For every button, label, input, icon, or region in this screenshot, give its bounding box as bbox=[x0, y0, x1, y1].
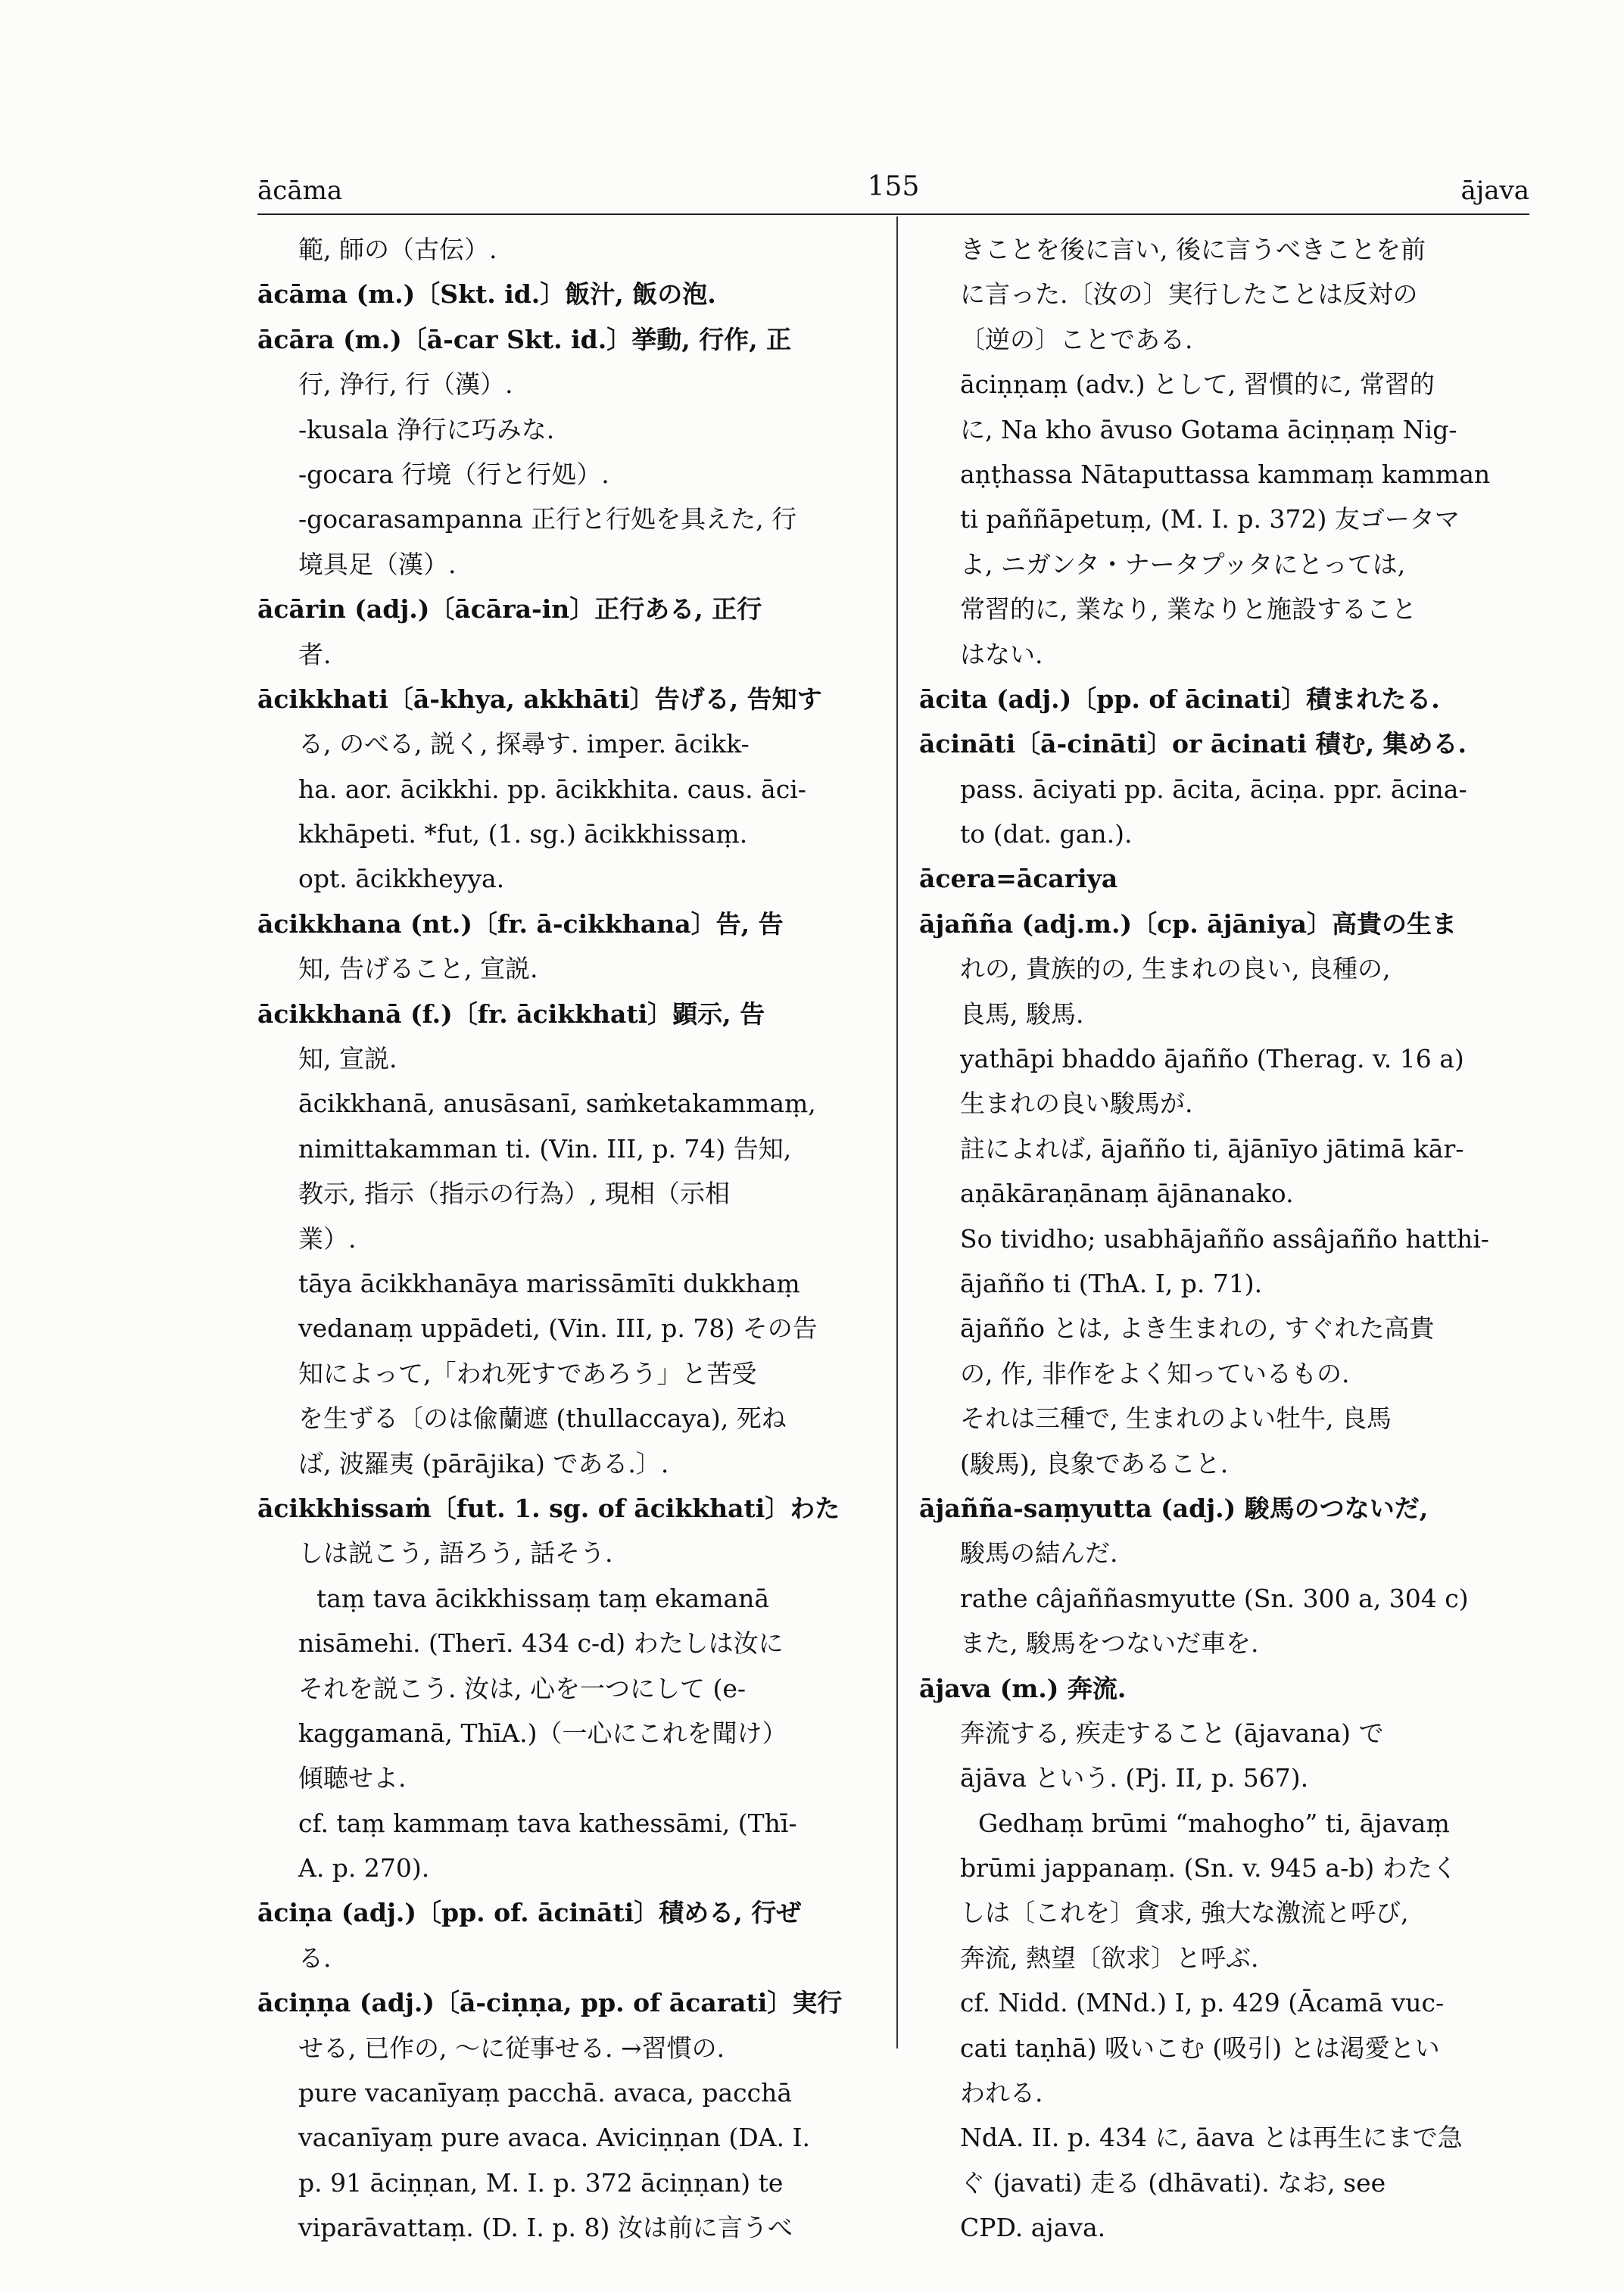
entry-headword-line: āciṇṇa (adj.)〔ā-ciṇṇa, pp. of ācarati〕実行 bbox=[257, 1988, 843, 2018]
entry-text-line: ājañño とは, よき生まれの, すぐれた高貴 bbox=[960, 1313, 1435, 1344]
entry-text-line: pure vacanīyaṃ pacchā. avaca, pacchā bbox=[298, 2078, 793, 2108]
entry-text-line: ācikkhanā, anusāsanī, saṁketakammaṃ, bbox=[298, 1089, 816, 1119]
header-rule bbox=[257, 213, 1529, 215]
entry-text-line: を生ずる〔のは偸蘭遮 (thullaccaya), 死ね bbox=[298, 1404, 787, 1434]
entry-text-line: taṃ tava ācikkhissaṃ taṃ ekamanā bbox=[316, 1583, 770, 1613]
entry-text-line: 常習的に, 業なり, 業なりと施設すること bbox=[960, 594, 1417, 625]
entry-headword-line: ācināti〔ā-cināti〕or ācinati 積む, 集める. bbox=[919, 729, 1467, 759]
entry-text-line: きことを後に言い, 後に言うべきことを前 bbox=[960, 235, 1426, 264]
entry-text-line: to (dat. gan.). bbox=[960, 819, 1133, 849]
entry-text-line: -kusala 浄行に巧みな. bbox=[298, 414, 555, 444]
entry-text-line: ti paññāpetuṃ, (M. I. p. 372) 友ゴータマ bbox=[960, 504, 1460, 534]
entry-text-line: われる. bbox=[960, 2078, 1043, 2108]
entry-text-line: tāya ācikkhanāya marissāmīti dukkhaṃ bbox=[298, 1268, 800, 1298]
entry-text-line: viparāvattaṃ. (D. I. p. 8) 汝は前に言うべ bbox=[298, 2213, 793, 2243]
entry-headword-line: ācera=ācariya bbox=[919, 864, 1118, 894]
entry-text-line: NdA. II. p. 434 に, āava とは再生にまで急 bbox=[960, 2123, 1463, 2153]
entry-text-line: 奔流する, 疾走すること (ājavana) で bbox=[960, 1718, 1384, 1748]
entry-text-line: ば, 波羅夷 (pārājika) である.〕. bbox=[298, 1448, 669, 1478]
entry-text-line: 〔逆の〕ことである. bbox=[960, 324, 1193, 354]
entry-text-line: 業）. bbox=[298, 1223, 357, 1254]
entry-text-line: 駿馬の結んだ. bbox=[960, 1538, 1118, 1569]
entry-text-line: 行, 浄行, 行（漢）. bbox=[298, 369, 513, 400]
entry-text-line: 知, 告げること, 宣説. bbox=[298, 954, 538, 984]
header-left-guideword: ācāma bbox=[257, 176, 343, 206]
entry-text-line: 傾聴せよ. bbox=[298, 1763, 407, 1793]
entry-text-line: に言った.〔汝の〕実行したことは反対の bbox=[960, 279, 1418, 310]
entry-text-line: Gedhaṃ brūmi “mahogho” ti, ājavaṃ bbox=[978, 1808, 1450, 1838]
entry-headword-line: ācikkhissaṁ〔fut. 1. sg. of ācikkhati〕わた bbox=[257, 1493, 840, 1523]
entry-text-line: kaggamanā, ThīA.)（一心にこれを聞け） bbox=[298, 1718, 787, 1748]
entry-text-line: A. p. 270). bbox=[298, 1853, 430, 1883]
entry-text-line: vacanīyaṃ pure avaca. Aviciṇṇan (DA. I. bbox=[298, 2123, 811, 2153]
entry-text-line: れの, 貴族的の, 生まれの良い, 良種の, bbox=[960, 954, 1391, 984]
entry-text-line: kkhāpeti. *fut, (1. sg.) ācikkhissaṃ. bbox=[298, 819, 748, 849]
entry-headword-line: ācikkhana (nt.)〔fr. ā-cikkhana〕告, 告 bbox=[257, 908, 784, 939]
entry-text-line: る, のべる, 説く, 探尋す. imper. ācikk- bbox=[298, 729, 750, 759]
entry-text-line: ājañño ti (ThA. I, p. 71). bbox=[960, 1268, 1263, 1298]
entry-text-line: aṇākāraṇānaṃ ājānanako. bbox=[960, 1179, 1294, 1209]
entry-text-line: 知, 宣説. bbox=[298, 1044, 397, 1074]
entry-text-line: それを説こう. 汝は, 心を一つにして (e- bbox=[298, 1673, 747, 1703]
entry-text-line: āciṇṇaṃ (adv.) として, 習慣的に, 常習的 bbox=[960, 369, 1435, 400]
entry-text-line: rathe câjaññasmyutte (Sn. 300 a, 304 c) bbox=[960, 1583, 1469, 1613]
entry-text-line: 範, 師の（古伝）. bbox=[298, 235, 497, 264]
entry-text-line: So tividho; usabhājañño assâjañño hatthi- bbox=[960, 1223, 1489, 1254]
entry-text-line: -gocarasampanna 正行と行処を具えた, 行 bbox=[298, 504, 797, 534]
entry-text-line: それは三種で, 生まれのよい牡牛, 良馬 bbox=[960, 1404, 1392, 1434]
entry-text-line: nimittakamman ti. (Vin. III, p. 74) 告知, bbox=[298, 1133, 792, 1164]
entry-text-line: cf. taṃ kammaṃ tava kathessāmi, (Thī- bbox=[298, 1808, 797, 1838]
column-divider bbox=[896, 217, 898, 2048]
entry-text-line: aṇṭhassa Nātaputtassa kammaṃ kamman bbox=[960, 459, 1491, 489]
entry-text-line: 知によって,「われ死すであろう」と苦受 bbox=[298, 1358, 757, 1388]
entry-headword-line: ācita (adj.)〔pp. of ācinati〕積まれたる. bbox=[919, 684, 1440, 714]
entry-text-line: しは〔これを〕貪求, 強大な激流と呼び, bbox=[960, 1898, 1409, 1928]
entry-text-line: ājāva という. (Pj. II, p. 567). bbox=[960, 1763, 1309, 1793]
entry-text-line: p. 91 āciṇṇan, M. I. p. 372 āciṇṇan) te bbox=[298, 2167, 784, 2198]
entry-text-line: yathāpi bhaddo ājañño (Therag. v. 16 a) bbox=[960, 1044, 1464, 1074]
entry-text-line: -gocara 行境（行と行処）. bbox=[298, 459, 609, 489]
entry-headword-line: ājava (m.) 奔流. bbox=[919, 1673, 1127, 1703]
entry-text-line: また, 駿馬をつないだ車を. bbox=[960, 1628, 1259, 1659]
entry-text-line: 教示, 指示（指示の行為）, 現相（示相 bbox=[298, 1179, 730, 1209]
entry-text-line: の, 作, 非作をよく知っているもの. bbox=[960, 1358, 1350, 1388]
entry-text-line: pass. āciyati pp. ācita, āciṇa. ppr. ācina- bbox=[960, 774, 1467, 804]
entry-headword-line: ācāma (m.)〔Skt. id.〕飯汁, 飯の泡. bbox=[257, 279, 716, 310]
entry-headword-line: ācikkhati〔ā-khya, akkhāti〕告げる, 告知す bbox=[257, 684, 822, 714]
entry-headword-line: ācārin (adj.)〔ācāra-in〕正行ある, 正行 bbox=[257, 594, 762, 625]
header-right-guideword: ājava bbox=[1460, 176, 1529, 206]
entry-text-line: に, Na kho āvuso Gotama āciṇṇaṃ Nig- bbox=[960, 414, 1457, 444]
entry-text-line: る. bbox=[298, 1943, 332, 1973]
entry-text-line: cati taṇhā) 吸いこむ (吸引) とは渇愛とい bbox=[960, 2033, 1440, 2063]
entry-text-line: opt. ācikkheyya. bbox=[298, 864, 505, 894]
entry-text-line: 境具足（漢）. bbox=[298, 549, 457, 579]
entry-text-line: はない. bbox=[960, 639, 1043, 669]
entry-text-line: CPD. ajava. bbox=[960, 2213, 1106, 2243]
entry-text-line: cf. Nidd. (MNd.) I, p. 429 (Ācamā vuc- bbox=[960, 1988, 1445, 2018]
entry-text-line: (駿馬), 良象であること. bbox=[960, 1448, 1229, 1478]
entry-text-line: vedanaṃ uppādeti, (Vin. III, p. 78) その告 bbox=[298, 1313, 818, 1344]
left-column bbox=[257, 227, 878, 2251]
entry-text-line: しは説こう, 語ろう, 話そう. bbox=[298, 1538, 613, 1569]
entry-text-line: ぐ (javati) 走る (dhāvati). なお, see bbox=[960, 2167, 1386, 2198]
page-number: 155 bbox=[867, 171, 920, 202]
entry-text-line: 者. bbox=[298, 639, 332, 669]
entry-headword-line: ācikkhanā (f.)〔fr. ācikkhati〕顕示, 告 bbox=[257, 999, 765, 1029]
entry-text-line: nisāmehi. (Therī. 434 c-d) わたしは汝に bbox=[298, 1628, 784, 1659]
entry-text-line: ha. aor. ācikkhi. pp. ācikkhita. caus. āci- bbox=[298, 774, 806, 804]
entry-text-line: brūmi jappanaṃ. (Sn. v. 945 a-b) わたく bbox=[960, 1853, 1457, 1883]
entry-text-line: よ, ニガンタ・ナータプッタにとっては, bbox=[960, 549, 1406, 579]
entry-headword-line: ācāra (m.)〔ā-car Skt. id.〕挙動, 行作, 正 bbox=[257, 324, 792, 354]
entry-text-line: せる, 已作の, ～に従事せる. →習慣の. bbox=[298, 2033, 725, 2063]
entry-text-line: 奔流, 熱望〔欲求〕と呼ぶ. bbox=[960, 1943, 1259, 1973]
entry-headword-line: ājañña-saṃyutta (adj.) 駿馬のつないだ, bbox=[919, 1493, 1429, 1523]
entry-text-line: 註によれば, ājañño ti, ājānīyo jātimā kār- bbox=[960, 1133, 1464, 1164]
entry-text-line: 生まれの良い駿馬が. bbox=[960, 1089, 1193, 1119]
entry-headword-line: āciṇa (adj.)〔pp. of. ācināti〕積める, 行ぜ bbox=[257, 1898, 802, 1928]
right-column bbox=[919, 227, 1529, 2251]
entry-headword-line: ājañña (adj.m.)〔cp. ājāniya〕高貴の生ま bbox=[919, 908, 1457, 939]
entry-text-line: 良馬, 駿馬. bbox=[960, 999, 1084, 1029]
